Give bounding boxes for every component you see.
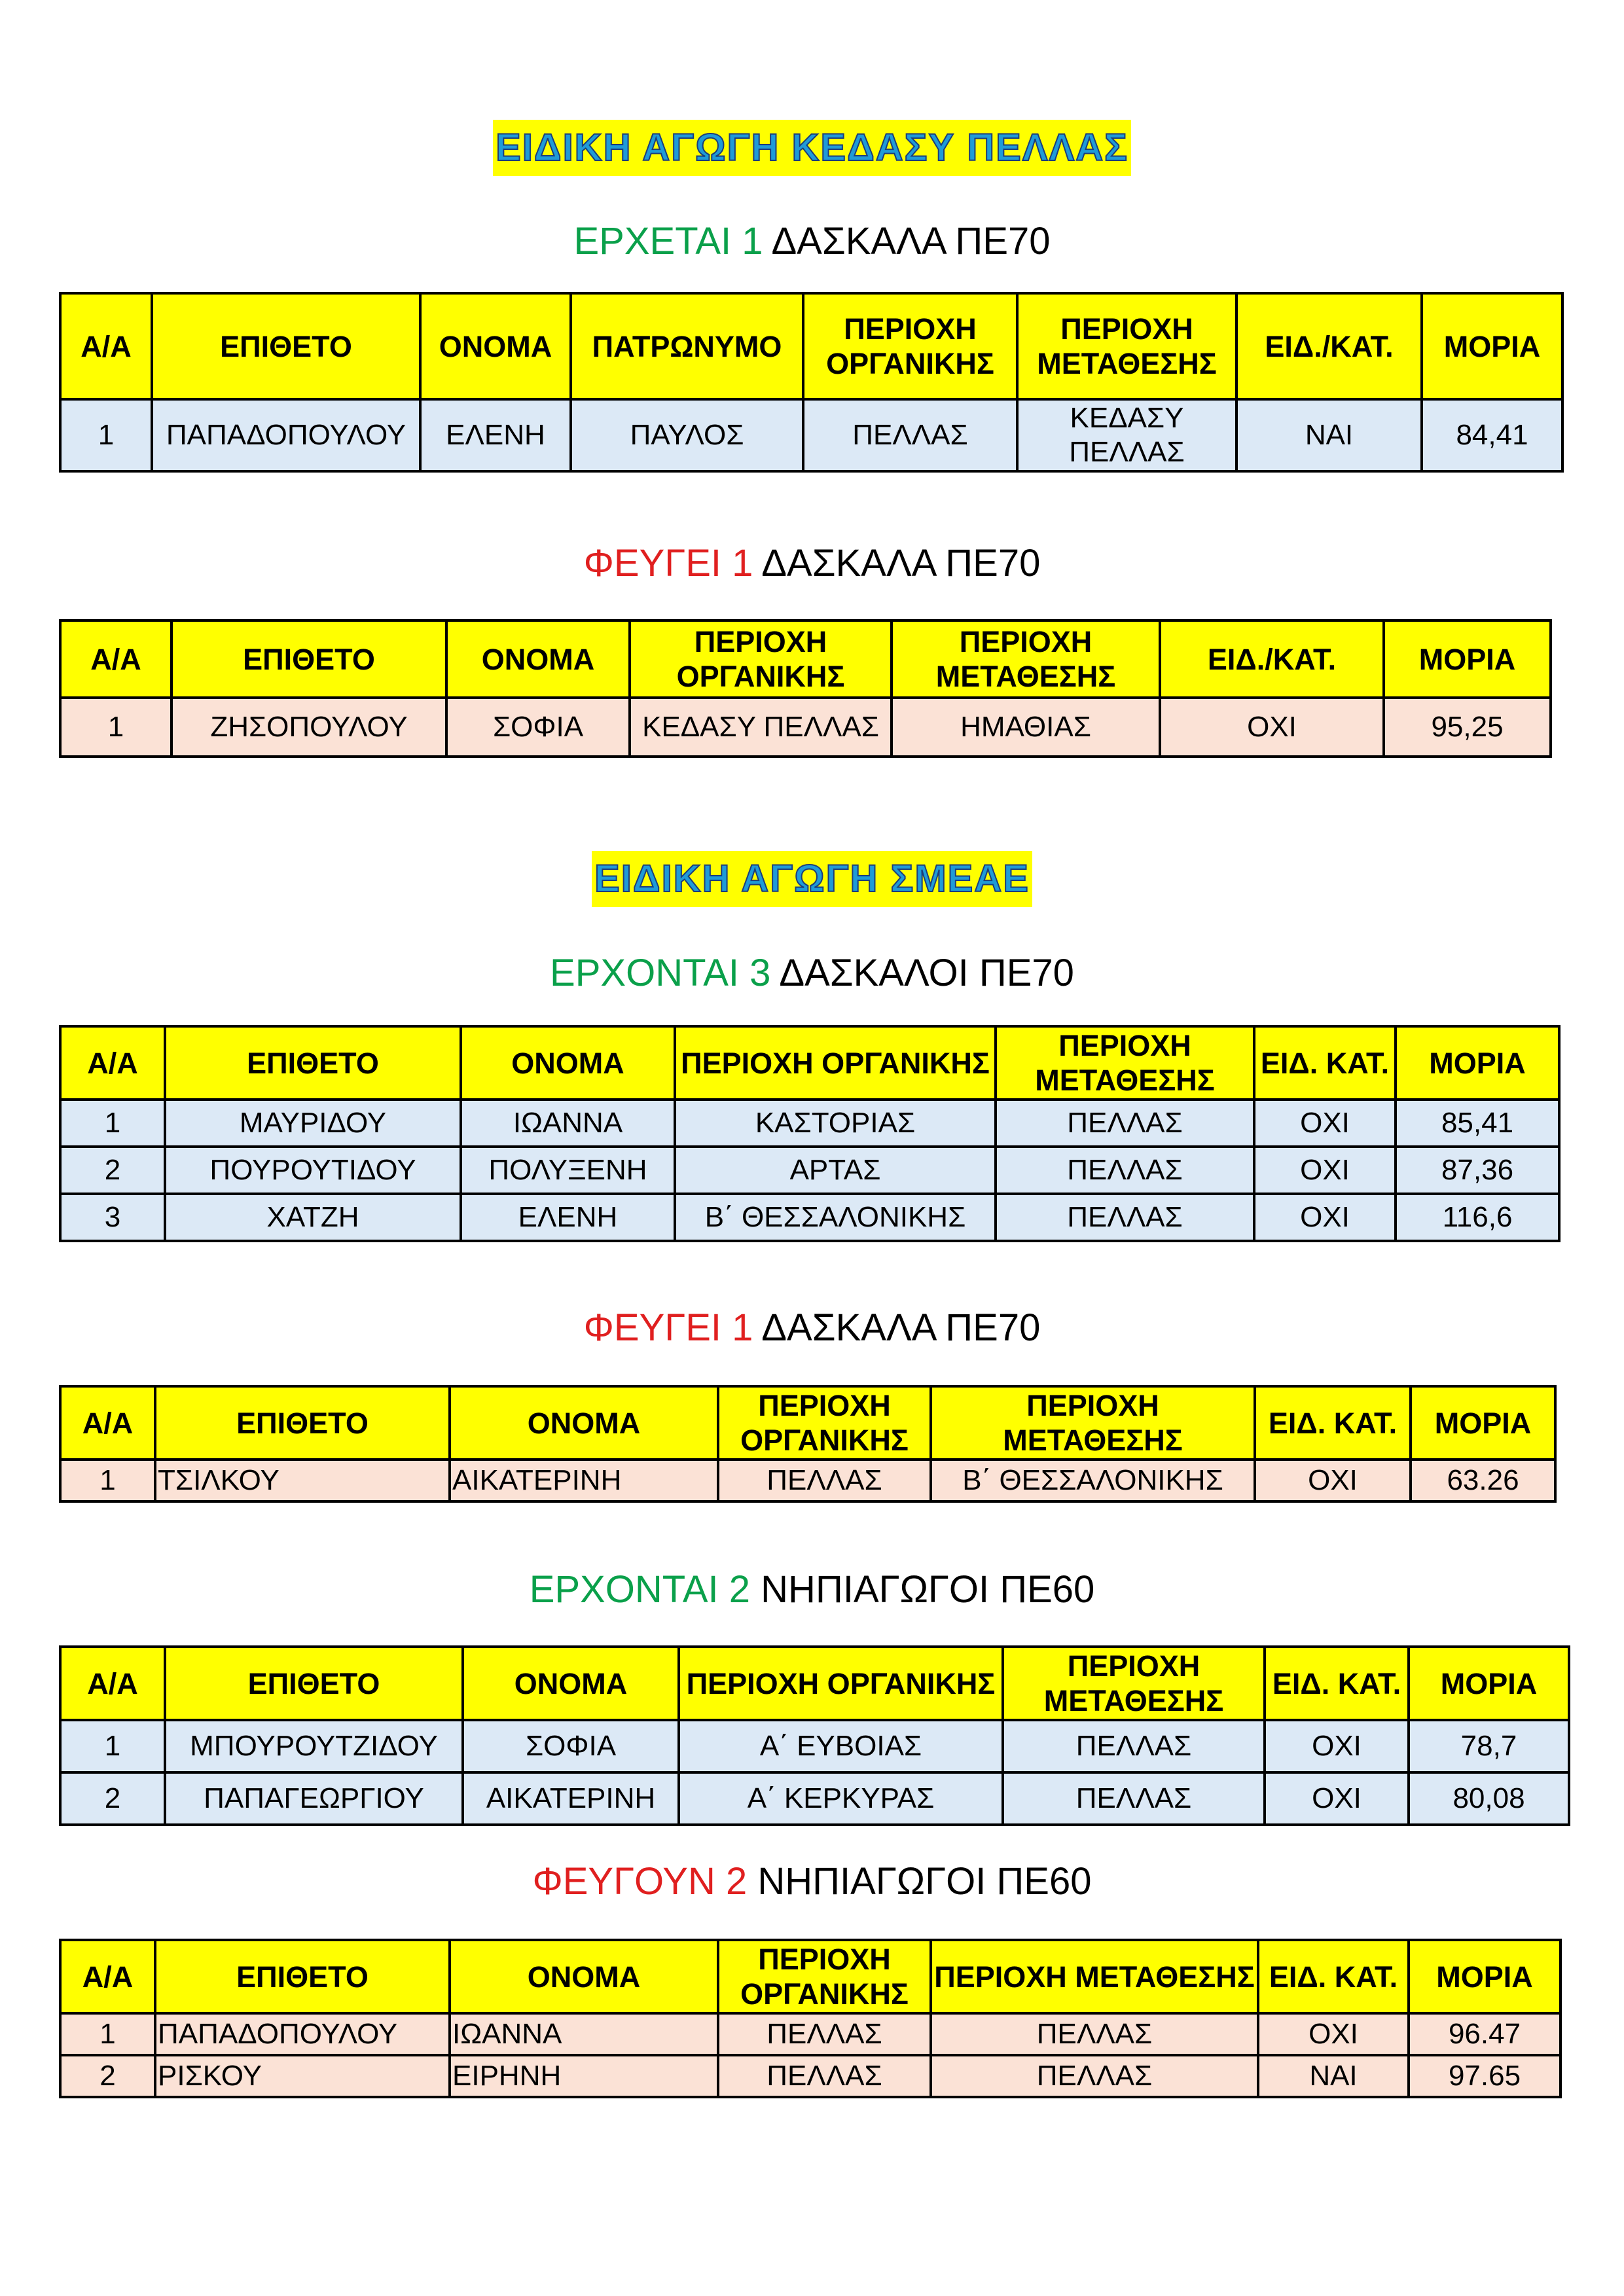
col-header: ΠΕΡΙΟΧΗ ΜΕΤΑΘΕΣΗΣ (1017, 293, 1236, 399)
table-arriving-pe60 (59, 1645, 1570, 1826)
col-header: ΠΕΡΙΟΧΗ ΜΕΤΑΘΕΣΗΣ (892, 620, 1160, 698)
cell: Α΄ ΚΕΡΚΥΡΑΣ (679, 1772, 1003, 1825)
col-header: ΟΝΟΜΑ (420, 293, 571, 399)
col-header: ΠΕΡΙΟΧΗ ΟΡΓΑΝΙΚΗΣ (718, 1386, 931, 1460)
col-header: ΜΟΡΙΑ (1411, 1386, 1555, 1460)
col-header: ΕΙΔ. ΚΑΤ. (1258, 1940, 1409, 2013)
cell: ΟΧΙ (1254, 1100, 1396, 1147)
cell: ΚΕΔΑΣΥ ΠΕΛΛΑΣ (630, 698, 892, 757)
cell: ΟΧΙ (1258, 2013, 1409, 2055)
table-row (60, 1194, 1559, 1241)
cell: ΕΛΕΝΗ (420, 399, 571, 471)
section-title-rest: ΔΑΣΚΑΛΑ ΠΕ70 (761, 542, 1041, 584)
cell: ΑΡΤΑΣ (675, 1147, 996, 1194)
col-header: ΕΠΙΘΕΤΟ (155, 1940, 450, 2013)
table-header-row (60, 1386, 1555, 1460)
section-title-action: ΕΡΧΟΝΤΑΙ 2 (529, 1568, 751, 1611)
cell: 1 (60, 2013, 155, 2055)
cell: ΠΟΛΥΞΕΝΗ (461, 1147, 675, 1194)
cell: 85,41 (1396, 1100, 1559, 1147)
cell: 2 (60, 1772, 165, 1825)
cell: ΟΧΙ (1265, 1772, 1409, 1825)
col-header: ΠΕΡΙΟΧΗ ΟΡΓΑΝΙΚΗΣ (675, 1026, 996, 1100)
section-title-5 (0, 1567, 1624, 1613)
table-row (60, 399, 1562, 471)
table-row (60, 2013, 1561, 2055)
table-arriving-pe70-kedasy (59, 292, 1564, 473)
col-header: ΕΙΔ./ΚΑΤ. (1236, 293, 1422, 399)
table-row (60, 1100, 1559, 1147)
section-title-action: ΦΕΥΓΟΥΝ 2 (532, 1860, 748, 1903)
col-header: ΠΕΡΙΟΧΗ ΟΡΓΑΝΙΚΗΣ (679, 1647, 1003, 1720)
table-header-row (60, 1647, 1569, 1720)
cell: ΠΕΛΛΑΣ (803, 399, 1017, 471)
table-row (60, 1147, 1559, 1194)
col-header: ΟΝΟΜΑ (461, 1026, 675, 1100)
section-title-rest: ΝΗΠΙΑΓΩΓΟΙ ΠΕ60 (761, 1568, 1095, 1611)
cell: ΠΕΛΛΑΣ (931, 2055, 1258, 2097)
col-header: ΕΠΙΘΕΤΟ (165, 1026, 461, 1100)
cell: Α΄ ΕΥΒΟΙΑΣ (679, 1720, 1003, 1772)
cell: ΠΕΛΛΑΣ (1003, 1720, 1265, 1772)
section-title-action: ΕΡΧΟΝΤΑΙ 3 (550, 952, 771, 994)
cell: ΣΟΦΙΑ (463, 1720, 679, 1772)
table-header-row (60, 1940, 1561, 2013)
section-title-3 (0, 950, 1624, 996)
section-title-action: ΦΕΥΓΕΙ 1 (583, 1306, 753, 1349)
cell: ΡΙΣΚΟΥ (155, 2055, 450, 2097)
cell: Β΄ ΘΕΣΣΑΛΟΝΙΚΗΣ (931, 1460, 1255, 1501)
cell: ΠΕΛΛΑΣ (996, 1194, 1254, 1241)
cell: ΝΑΙ (1258, 2055, 1409, 2097)
banner-smeae (0, 851, 1624, 907)
section-title-4 (0, 1305, 1624, 1351)
section-title-action: ΕΡΧΕΤΑΙ 1 (573, 220, 763, 262)
cell: ΝΑΙ (1236, 399, 1422, 471)
cell: 84,41 (1422, 399, 1562, 471)
col-header: ΜΟΡΙΑ (1422, 293, 1562, 399)
col-header: ΕΙΔ. ΚΑΤ. (1265, 1647, 1409, 1720)
cell: 1 (60, 698, 171, 757)
col-header: ΠΕΡΙΟΧΗ ΟΡΓΑΝΙΚΗΣ (718, 1940, 931, 2013)
cell: ΟΧΙ (1254, 1147, 1396, 1194)
cell: ΠΑΠΑΔΟΠΟΥΛΟΥ (155, 2013, 450, 2055)
col-header: Α/Α (60, 1647, 165, 1720)
col-header: ΜΟΡΙΑ (1409, 1940, 1561, 2013)
col-header: ΜΟΡΙΑ (1396, 1026, 1559, 1100)
table-row (60, 1772, 1569, 1825)
cell: 80,08 (1409, 1772, 1569, 1825)
col-header: ΠΕΡΙΟΧΗ ΜΕΤΑΘΕΣΗΣ (931, 1386, 1255, 1460)
cell: ΕΙΡΗΝΗ (450, 2055, 718, 2097)
cell: 1 (60, 1100, 165, 1147)
table-arriving-pe70-smeae (59, 1025, 1561, 1242)
section-title-rest: ΔΑΣΚΑΛΑ ΠΕ70 (761, 1306, 1041, 1349)
section-title-2 (0, 541, 1624, 586)
col-header: ΕΠΙΘΕΤΟ (152, 293, 420, 399)
section-title-rest: ΔΑΣΚΑΛΑ ΠΕ70 (771, 220, 1051, 262)
cell: 95,25 (1384, 698, 1551, 757)
cell: ΠΕΛΛΑΣ (718, 2013, 931, 2055)
col-header: ΠΕΡΙΟΧΗ ΜΕΤΑΘΕΣΗΣ (1003, 1647, 1265, 1720)
cell: ΠΑΠΑΔΟΠΟΥΛΟΥ (152, 399, 420, 471)
col-header: Α/Α (60, 620, 171, 698)
cell: ΣΟΦΙΑ (446, 698, 630, 757)
cell: 1 (60, 399, 152, 471)
cell: ΟΧΙ (1255, 1460, 1411, 1501)
cell: 1 (60, 1720, 165, 1772)
cell: ΜΑΥΡΙΔΟΥ (165, 1100, 461, 1147)
table-row (60, 1720, 1569, 1772)
col-header: ΟΝΟΜΑ (450, 1386, 718, 1460)
cell: ΕΛΕΝΗ (461, 1194, 675, 1241)
table-leaving-pe70-kedasy (59, 619, 1552, 758)
cell: 87,36 (1396, 1147, 1559, 1194)
cell: ΠΕΛΛΑΣ (1003, 1772, 1265, 1825)
cell: ΠΑΠΑΓΕΩΡΓΙΟΥ (165, 1772, 463, 1825)
cell: ΠΟΥΡΟΥΤΙΔΟΥ (165, 1147, 461, 1194)
table-leaving-pe70-smeae (59, 1385, 1557, 1503)
cell: ΠΕΛΛΑΣ (996, 1147, 1254, 1194)
cell: 78,7 (1409, 1720, 1569, 1772)
cell: 96.47 (1409, 2013, 1561, 2055)
cell: 116,6 (1396, 1194, 1559, 1241)
cell: Β΄ ΘΕΣΣΑΛΟΝΙΚΗΣ (675, 1194, 996, 1241)
cell: 97.65 (1409, 2055, 1561, 2097)
cell: ΚΑΣΤΟΡΙΑΣ (675, 1100, 996, 1147)
cell: ΟΧΙ (1160, 698, 1384, 757)
table-header-row (60, 1026, 1559, 1100)
cell: 63.26 (1411, 1460, 1555, 1501)
cell: ΑΙΚΑΤΕΡΙΝΗ (450, 1460, 718, 1501)
col-header: ΠΑΤΡΩΝΥΜΟ (571, 293, 803, 399)
cell: ΧΑΤΖΗ (165, 1194, 461, 1241)
cell: 3 (60, 1194, 165, 1241)
table-header-row (60, 620, 1551, 698)
table-row (60, 2055, 1561, 2097)
col-header: ΟΝΟΜΑ (450, 1940, 718, 2013)
table-leaving-pe60 (59, 1939, 1562, 2098)
table-row (60, 1460, 1555, 1501)
section-title-1 (0, 219, 1624, 264)
cell: 1 (60, 1460, 155, 1501)
cell: ΠΕΛΛΑΣ (718, 2055, 931, 2097)
section-title-rest: ΔΑΣΚΑΛΟΙ ΠΕ70 (779, 952, 1074, 994)
cell: ΠΕΛΛΑΣ (996, 1100, 1254, 1147)
col-header: Α/Α (60, 293, 152, 399)
table-header-row (60, 293, 1562, 399)
col-header: ΟΝΟΜΑ (463, 1647, 679, 1720)
col-header: ΕΙΔ./ΚΑΤ. (1160, 620, 1384, 698)
cell: ΠΕΛΛΑΣ (931, 2013, 1258, 2055)
cell: 2 (60, 1147, 165, 1194)
section-title-rest: ΝΗΠΙΑΓΩΓΟΙ ΠΕ60 (757, 1860, 1092, 1903)
cell: 2 (60, 2055, 155, 2097)
section-title-6 (0, 1859, 1624, 1905)
section-title-action: ΦΕΥΓΕΙ 1 (583, 542, 753, 584)
cell: ΜΠΟΥΡΟΥΤΖΙΔΟΥ (165, 1720, 463, 1772)
cell: ΠΕΛΛΑΣ (718, 1460, 931, 1501)
col-header: Α/Α (60, 1940, 155, 2013)
cell: ΠΑΥΛΟΣ (571, 399, 803, 471)
cell: ΑΙΚΑΤΕΡΙΝΗ (463, 1772, 679, 1825)
cell: ΖΗΣΟΠΟΥΛΟΥ (171, 698, 446, 757)
col-header: ΠΕΡΙΟΧΗ ΜΕΤΑΘΕΣΗΣ (996, 1026, 1254, 1100)
cell: ΙΩΑΝΝΑ (450, 2013, 718, 2055)
cell: ΙΩΑΝΝΑ (461, 1100, 675, 1147)
col-header: ΕΠΙΘΕΤΟ (165, 1647, 463, 1720)
col-header: ΕΠΙΘΕΤΟ (155, 1386, 450, 1460)
table-row (60, 698, 1551, 757)
cell: ΗΜΑΘΙΑΣ (892, 698, 1160, 757)
col-header: ΠΕΡΙΟΧΗ ΜΕΤΑΘΕΣΗΣ (931, 1940, 1258, 2013)
banner-kedasy-text: ΕΙΔΙΚΗ ΑΓΩΓΗ ΚΕΔΑΣΥ ΠΕΛΛΑΣ (493, 120, 1131, 176)
cell: ΟΧΙ (1265, 1720, 1409, 1772)
col-header: Α/Α (60, 1386, 155, 1460)
col-header: ΕΠΙΘΕΤΟ (171, 620, 446, 698)
col-header: ΕΙΔ. ΚΑΤ. (1255, 1386, 1411, 1460)
cell: ΤΣΙΛΚΟΥ (155, 1460, 450, 1501)
col-header: ΠΕΡΙΟΧΗ ΟΡΓΑΝΙΚΗΣ (803, 293, 1017, 399)
cell: ΟΧΙ (1254, 1194, 1396, 1241)
col-header: ΟΝΟΜΑ (446, 620, 630, 698)
col-header: Α/Α (60, 1026, 165, 1100)
col-header: ΕΙΔ. ΚΑΤ. (1254, 1026, 1396, 1100)
cell: ΚΕΔΑΣΥ ΠΕΛΛΑΣ (1017, 399, 1236, 471)
banner-kedasy (0, 120, 1624, 176)
col-header: ΜΟΡΙΑ (1409, 1647, 1569, 1720)
banner-smeae-text: ΕΙΔΙΚΗ ΑΓΩΓΗ ΣΜΕΑΕ (592, 851, 1032, 907)
col-header: ΠΕΡΙΟΧΗ ΟΡΓΑΝΙΚΗΣ (630, 620, 892, 698)
col-header: ΜΟΡΙΑ (1384, 620, 1551, 698)
